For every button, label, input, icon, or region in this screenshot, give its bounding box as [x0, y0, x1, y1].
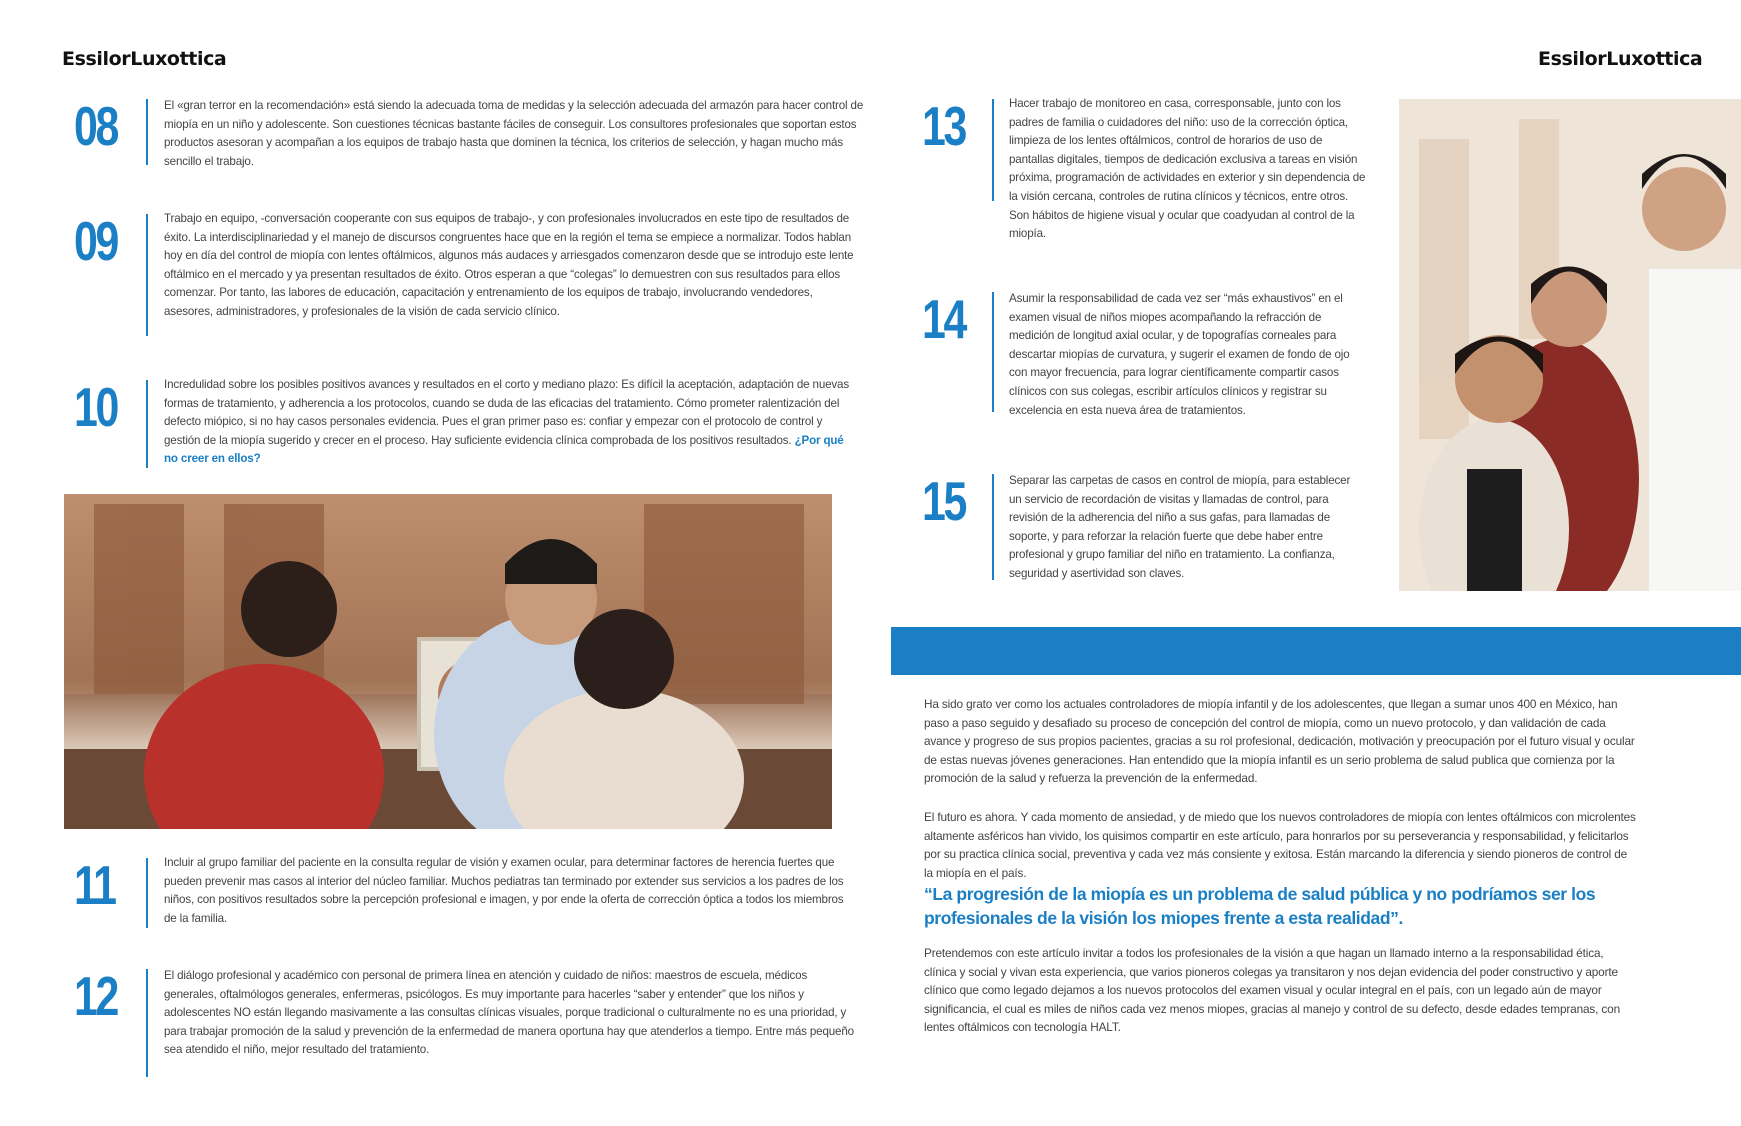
divider	[146, 380, 148, 468]
item-text: Separar las carpetas de casos en control de miopía, para establecer un servicio de recordación de visitas y llamadas de control, para revisión de la adherencia del niño a sus gafas, para llamadas de soporte, y para reforzar la relación fuerte que debe haber entre profesional y grupo familiar del niño en tratamiento. La confianza, seguridad y asertividad son claves.	[1009, 474, 1351, 580]
item-number: 10	[74, 376, 118, 438]
divider	[146, 969, 148, 1077]
item-number: 15	[922, 470, 966, 532]
item-text: Incluir al grupo familiar del paciente en la consulta regular de visión y examen ocular, para determinar factores de herencia fuertes que pueden prevenir mas casos al interior del núcleo familiar. Muchos pediatras tan terminado por extender sus servicios a los padres de los niños, con positivos resultados sobre la percepción profesional e imagen, y por ende la oferta de corrección óptica a todos los miembros de la familia.	[164, 856, 844, 925]
accent-banner	[891, 627, 1741, 675]
list-item	[74, 965, 854, 1077]
list-item	[922, 470, 1362, 580]
item-number: 14	[922, 288, 966, 350]
question-link: ¿Por qué no creer en ellos?	[164, 433, 844, 466]
divider	[992, 474, 994, 580]
item-text: Trabajo en equipo, -conversación cooperante con sus equipos de trabajo-, y con profesionales involucrados en este tipo de resultados de éxito. La interdisciplinariedad y el manejo de discursos congruentes hace que en la región el tema se empiece a normalizar. Todos hablan hoy en día del control de miopía con lentes oftálmicos, algunos más audaces y arriesgados comenzaron desde que se introdujo este lente oftálmico en el mercado y ya presentan resultados de éxito. Otros esperan a que “colegas” lo demuestren con sus resultados para ellos comenzar. Por tanto, las labores de educación, capacitación y entrenamiento de los equipos de trabajo, involucrando vendedores, asesores, administradores, y profesionales de la visión de cada servicio clínico.	[164, 212, 854, 318]
family-optometrist-photo	[1399, 99, 1741, 591]
divider	[146, 858, 148, 928]
list-item	[74, 210, 854, 336]
list-item	[74, 376, 850, 468]
list-item	[74, 854, 844, 928]
item-number: 11	[74, 854, 115, 916]
item-number: 13	[922, 95, 966, 157]
photo-illustration	[1399, 99, 1741, 591]
item-text: El «gran terror en la recomendación» está siendo la adecuada toma de medidas y la selección adecuada del armazón para hacer control de miopía en un niño y adolescente. Son cuestiones técnicas bastante fáciles de conseguir. Los consultores profesionales que soportan estos productos asesoran y acompañan a los equipos de trabajo hasta que dominen la técnica, los criterios de selección, y hagan mucho más sencillo el trabajo.	[164, 99, 864, 168]
item-number: 12	[74, 965, 118, 1027]
divider	[146, 214, 148, 336]
list-item	[922, 288, 1362, 417]
item-text: Asumir la responsabilidad de cada vez ser “más exhaustivos” en el examen visual de niños miopes acompañando la refracción de medición de longitud axial ocular, y de topografías corneales para descartar miopías de curvatura, y sugerir el examen de fondo de ojo con mayor frecuencia, para lograr científicamente compartir casos clínicos con sus colegas, escribir artículos clínicos y registrar su excelencia en esta nueva área de tratamientos.	[1009, 292, 1350, 417]
brand-logo: EssilorLuxottica	[1538, 48, 1703, 70]
divider	[146, 99, 148, 165]
photo-illustration	[64, 494, 832, 829]
divider	[992, 292, 994, 412]
item-text: Hacer trabajo de monitoreo en casa, corresponsable, junto con los padres de familia o cuidadores del niño: uso de la corrección óptica, limpieza de los lentes oftálmicos, control de horarios de uso de pantallas digitales, tiempos de dedicación exclusiva a tareas en visión próxima, programación de actividades en exterior y sin dependencia de la visión cercana, controles de rutina clínicos y técnicos, entre otros. Son hábitos de higiene visual y ocular que coadyudan al control de la miopía.	[1009, 97, 1366, 241]
optician-consultation-photo	[64, 494, 832, 829]
item-number: 08	[74, 95, 118, 157]
item-text	[164, 376, 854, 469]
closing-paragraph: Ha sido grato ver como los actuales controladores de miopía infantil y de los adolescentes, que llegan a sumar unos 400 en México, han paso a paso seguido y desafiado su proceso de concepción del control de miopía, como un nuevo protocolo, y dan validación de cada avance y progreso de sus propios pacientes, gracias a su rol profesional, dedicación, motivación y preocupación por el futuro visual y ocular de estas nuevas jóvenes generaciones. Han entendido que la miopía infantil es un serio problema de salud publica que comienza por la promoción de la salud y refuerza la prevención de la enfermedad.	[924, 697, 1635, 786]
divider	[992, 99, 994, 201]
item-text: El diálogo profesional y académico con personal de primera línea en atención y cuidado de niños: maestros de escuela, médicos generales, oftalmólogos generales, enfermeras, psicólogos. Es muy importante para hacerles “saber y entender” que los niños y adolescentes NO están llegando masivamente a las consultas clínicas visuales, porque tradicional o culturalmente no es una prioridad, y para trabajar promoción de la salud y prevención de la enfermedad de manera oportuna hay que atenderlos a tiempo. Entre más pequeño sea atendido el niño, mejor resultado del tratamiento.	[164, 969, 854, 1057]
item-number: 09	[74, 210, 118, 272]
item-text-body: Incredulidad sobre los posibles positivos avances y resultados en el corto y mediano plazo: Es difícil la aceptación, adaptación de nuevas formas de tratamiento, y adherencia a los protocolos, cuando se duda de las eficacias del tratamiento. Cómo prometer ralentización del defecto miópico, si no hay casos personales evidencia. Pues el gran primer paso es: confiar y empezar con el protocolo de control y gestión de la miopía sugerido y crecer en el proceso. Hay suficiente evidencia clínica comprobada de los positivos resultados.	[164, 378, 850, 447]
list-item	[74, 95, 864, 168]
brand-logo: EssilorLuxottica	[62, 48, 227, 70]
closing-paragraph: El futuro es ahora. Y cada momento de ansiedad, y de miedo que los nuevos controladores de miopía con lentes oftálmicos con microlentes altamente asféricos han vivido, los quisimos compartir en este artículo, para honrarlos por su perseverancia y responsabilidad, y felicitarlos por su practica clínica social, preventiva y cada vez más consiente y exitosa. Están marcando la diferencia y siendo pioneros de control de la miopía en el país.	[924, 810, 1636, 880]
closing-paragraph: Pretendemos con este artículo invitar a todos los profesionales de la visión a que hagan un llamado interno a la responsabilidad ética, clínica y social y vivan esta experiencia, que varios pioneros colegas ya transitaron y nos dejan evidencia del poder constructivo y aporte clínico que como legado dejamos a los nuevos protocolos del examen visual y ocular integral en el país, con un legado aún de mayor significancia, el cual es miles de niños cada vez menos miopes, gracias al manejo y control de su defecto, desde edades tempranas, con lentes oftálmicos con tecnología HALT.	[924, 946, 1620, 1035]
pull-quote: “La progresión de la miopía es un problema de salud pública y no podríamos ser los profesionales de la visión los miopes frente a esta realidad”.	[924, 884, 1596, 928]
list-item	[922, 95, 1366, 241]
